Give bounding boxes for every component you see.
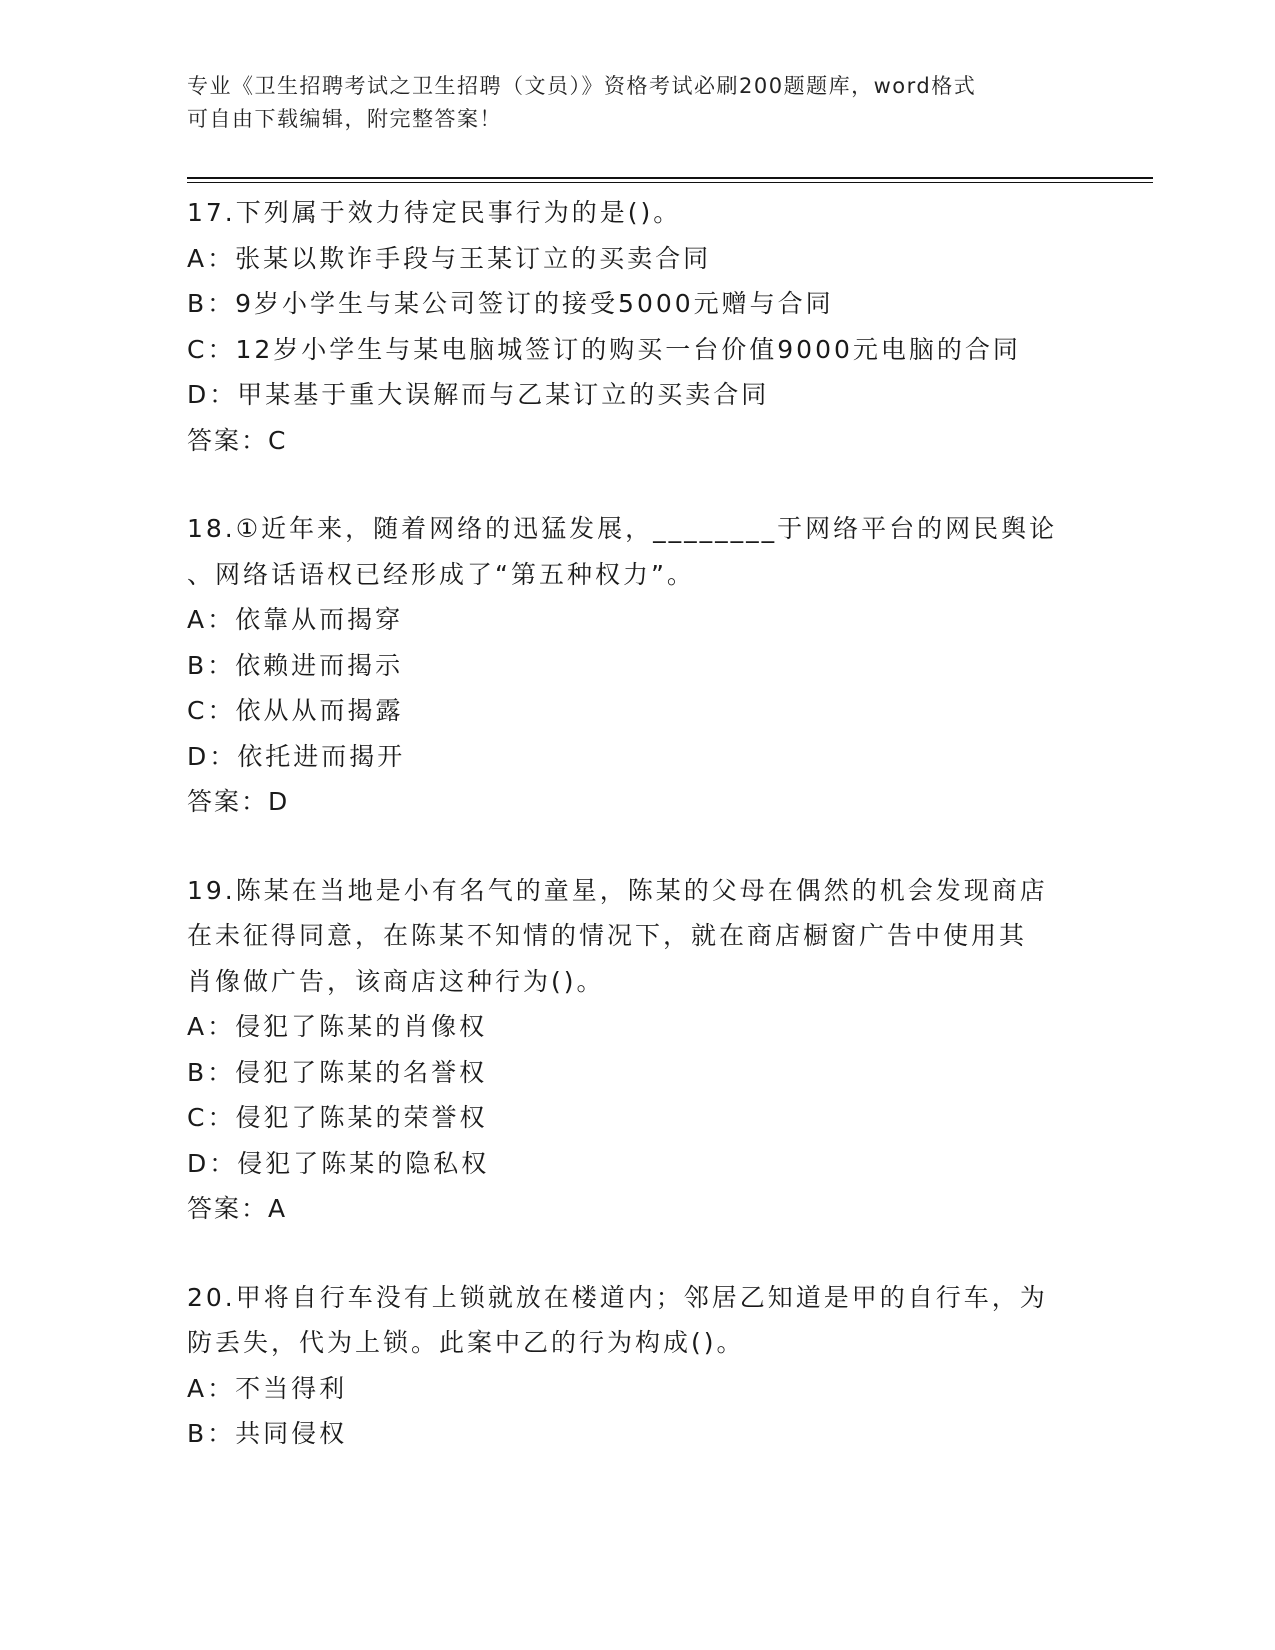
header-line-1: 专业《卫生招聘考试之卫生招聘（文员）》资格考试必刷200题题库，word格式 [187,74,977,98]
answer-text: 答案：A [187,1194,288,1223]
stem-line: 在未征得同意，在陈某不知情的情况下，就在商店橱窗广告中使用其 [187,921,1028,950]
document-header [187,70,1087,136]
option-d: D：依托进而揭开 [187,741,406,771]
option-c: C：侵犯了陈某的荣誉权 [187,1103,488,1132]
stem-line: 肖像做广告，该商店这种行为()。 [187,966,605,996]
question-19 [187,868,1087,1232]
stem-line: 19.陈某在当地是小有名气的童星，陈某的父母在偶然的机会发现商店 [187,875,1048,905]
stem-line: 防丢失，代为上锁。此案中乙的行为构成()。 [187,1328,745,1357]
option-c: C：12岁小学生与某电脑城签订的购买一台价值9000元电脑的合同 [187,334,1021,364]
question-20 [187,1275,1087,1457]
option-a: A：不当得利 [187,1373,348,1403]
stem-line: 17.下列属于效力待定民事行为的是()。 [187,198,682,227]
header-rule-thin [187,182,1153,183]
option-b: B：9岁小学生与某公司签订的接受5000元赠与合同 [187,289,834,318]
answer-text: 答案：D [187,787,290,816]
option-d: D：甲某基于重大误解而与乙某订立的买卖合同 [187,380,770,409]
stem-line: 、网络话语权已经形成了“第五种权力”。 [187,559,695,589]
header-line-2: 可自由下载编辑，附完整答案！ [187,107,502,131]
option-b: B：共同侵权 [187,1419,348,1448]
question-17 [187,190,1087,463]
question-18 [187,506,1087,825]
option-b: B：侵犯了陈某的名誉权 [187,1057,488,1087]
question-stem [187,190,1087,236]
stem-line: 18.①近年来，随着网络的迅猛发展，________于网络平台的网民舆论 [187,514,1058,543]
option-c: C：依从从而揭露 [187,696,404,725]
question-stem [187,506,1087,597]
question-list [187,190,1087,1500]
question-stem [187,1275,1087,1366]
option-d: D：侵犯了陈某的隐私权 [187,1148,490,1178]
answer-text: 答案：C [187,425,288,455]
option-a: A：依靠从而揭穿 [187,605,404,634]
header-rule [187,177,1153,179]
option-b: B：依赖进而揭示 [187,650,404,680]
stem-line: 20.甲将自行车没有上锁就放在楼道内；邻居乙知道是甲的自行车，为 [187,1282,1048,1312]
option-a: A：张某以欺诈手段与王某订立的买卖合同 [187,243,712,273]
option-a: A：侵犯了陈某的肖像权 [187,1012,488,1041]
question-stem [187,868,1087,1005]
